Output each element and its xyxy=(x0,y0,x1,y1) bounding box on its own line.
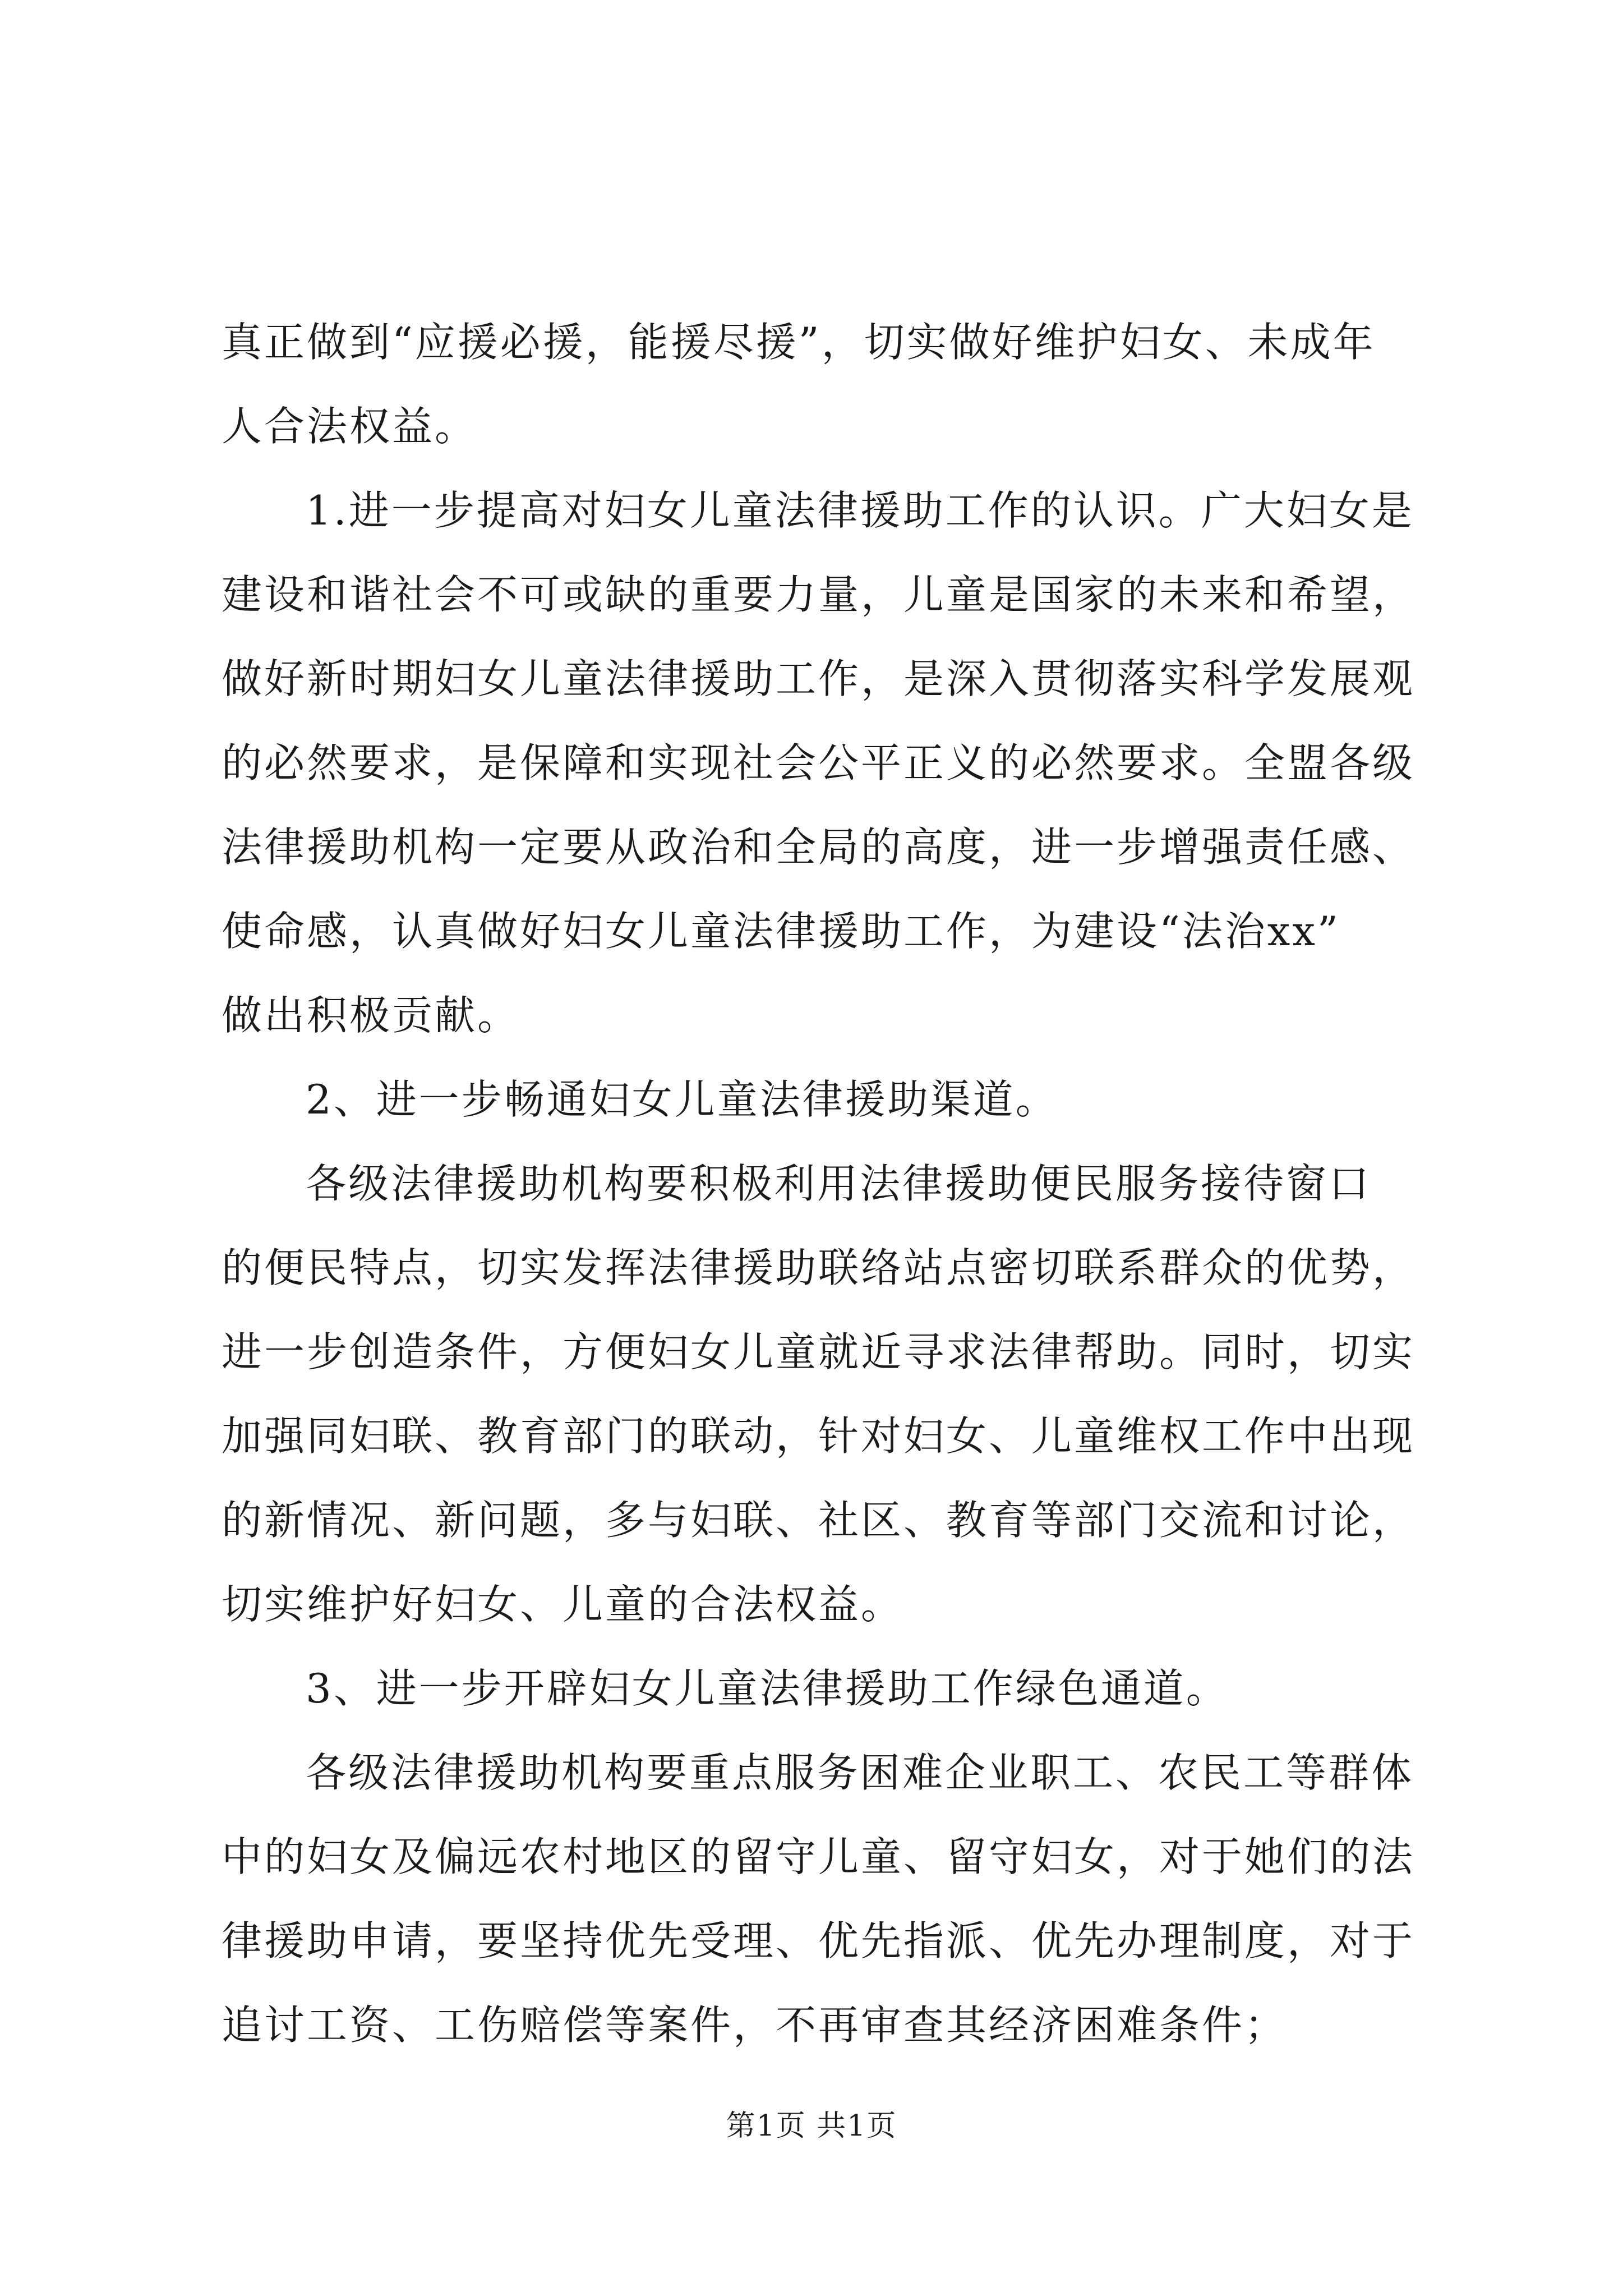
document-body xyxy=(222,300,1422,2067)
text-line: 人合法权益。 xyxy=(222,403,478,450)
text-line: 律援助申请，要坚持优先受理、优先指派、优先办理制度，对于 xyxy=(222,1917,1415,1964)
text-line: 建设和谐社会不可或缺的重要力量，儿童是国家的未来和希望， xyxy=(222,571,1415,618)
text-line: 的必然要求，是保障和实现社会公平正义的必然要求。全盟各级 xyxy=(222,739,1415,786)
text-line: 做好新时期妇女儿童法律援助工作，是深入贯彻落实科学发展观 xyxy=(222,655,1415,702)
page-number-label: 第1页 共1页 xyxy=(726,2109,897,2143)
text-line: 切实维护好妇女、儿童的合法权益。 xyxy=(222,1581,904,1628)
text-line: 的新情况、新问题，多与妇联、社区、教育等部门交流和讨论， xyxy=(222,1497,1415,1544)
text-line: 1.进一步提高对妇女儿童法律援助工作的认识。广大妇女是 xyxy=(306,487,1414,534)
text-line: 真正做到“应援必援，能援尽援”，切实做好维护妇女、未成年 xyxy=(222,319,1376,366)
text-line: 追讨工资、工伤赔偿等案件，不再审查其经济困难条件； xyxy=(222,2001,1288,2049)
text-line: 各级法律援助机构要重点服务困难企业职工、农民工等群体 xyxy=(306,1749,1414,1796)
text-line: 的便民特点，切实发挥法律援助联络站点密切联系群众的优势， xyxy=(222,1244,1415,1291)
text-line: 进一步创造条件，方便妇女儿童就近寻求法律帮助。同时，切实 xyxy=(222,1328,1415,1375)
text-line: 各级法律援助机构要积极利用法律援助便民服务接待窗口 xyxy=(306,1160,1372,1207)
text-line: 法律援助机构一定要从政治和全局的高度，进一步增强责任感、 xyxy=(222,823,1415,871)
text-line: 3、进一步开辟妇女儿童法律援助工作绿色通道。 xyxy=(306,1665,1229,1712)
page-footer xyxy=(0,2106,1623,2146)
text-line: 做出积极贡献。 xyxy=(222,992,520,1039)
text-line: 2、进一步畅通妇女儿童法律援助渠道。 xyxy=(306,1076,1058,1123)
text-line: 加强同妇联、教育部门的联动，针对妇女、儿童维权工作中出现 xyxy=(222,1412,1415,1460)
text-line: 使命感，认真做好妇女儿童法律援助工作，为建设“法治xx” xyxy=(222,908,1340,955)
text-line: 中的妇女及偏远农村地区的留守儿童、留守妇女，对于她们的法 xyxy=(222,1833,1415,1880)
